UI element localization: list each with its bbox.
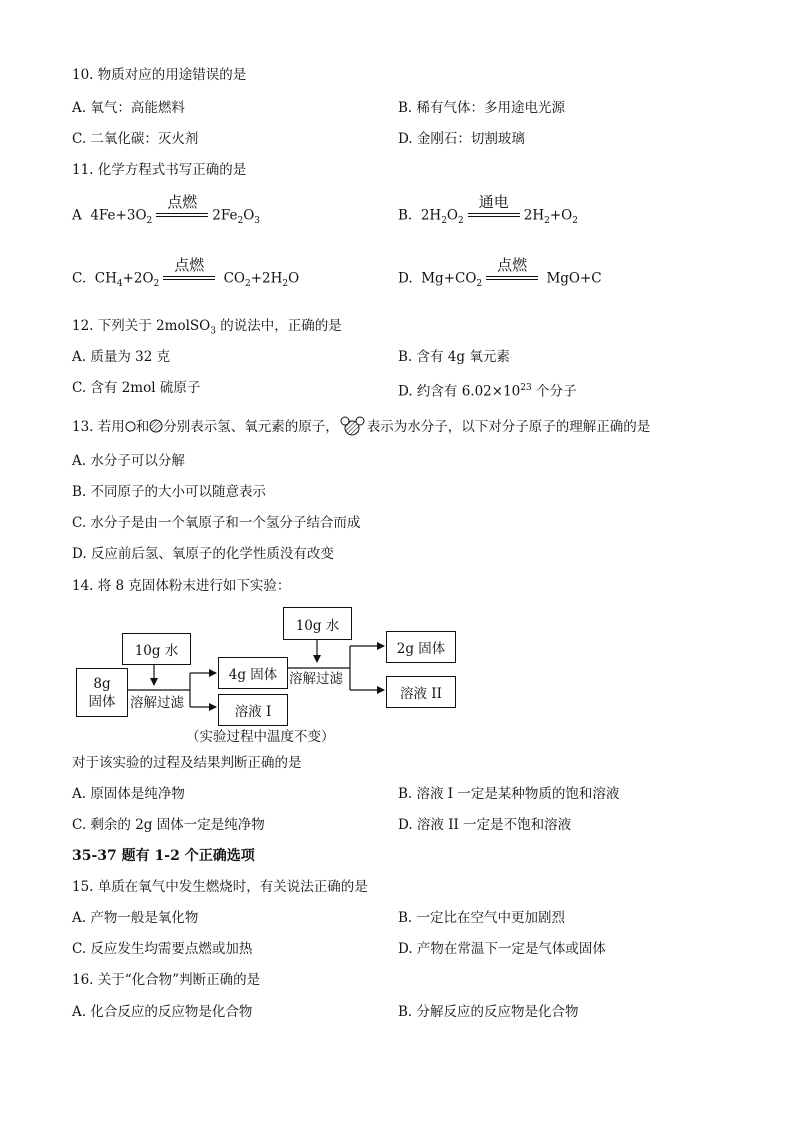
- q16-stem: 16. 关于“化合物”判断正确的是: [72, 972, 261, 988]
- q10-stem: 10. 物质对应的用途错误的是: [72, 67, 247, 83]
- q11-option-d: D. $Mg+CO_2$ 点燃 MgO+C: [398, 256, 602, 290]
- q12-option-d: D. 约含有 $6.02\times 10^{23}$ 个分子: [398, 383, 577, 400]
- solid-4g-box: 4g 固体: [218, 657, 288, 689]
- q14-stem: 14. 将 8 克固体粉末进行如下实验：: [72, 578, 291, 594]
- q16-option-a: A. 化合反应的反应物是化合物: [72, 1004, 253, 1020]
- q10-option-d: D. 金刚石：切割玻璃: [398, 131, 525, 147]
- q13-option-d: D. 反应前后氢、氧原子的化学性质没有改变: [72, 546, 334, 562]
- section-heading: 35-37 题有 1-2 个正确选项: [72, 848, 255, 864]
- q12-stem: 12. 下列关于 2molSO$_3$ 的说法中，正确的是: [72, 318, 342, 337]
- dissolve-filter-label-1: 溶解过滤: [130, 695, 184, 711]
- solution-2-box: 溶液 II: [386, 676, 456, 708]
- q14-option-d: D. 溶液 II 一定是不饱和溶液: [398, 817, 572, 833]
- q14-option-b: B. 溶液 I 一定是某种物质的饱和溶液: [398, 786, 620, 802]
- q11-option-a: A $4Fe+3O_2$ 点燃 $2Fe_2O_3$: [72, 193, 261, 227]
- q14-option-a: A. 原固体是纯净物: [72, 786, 185, 802]
- q12-option-a: A. 质量为 32 克: [72, 349, 171, 365]
- q13-stem: 13. 若用 和 分别表示氢、氧元素的原子， 表示为水分子，以下对分子原子的理解正确的是: [72, 416, 650, 436]
- q13-option-b: B. 不同原子的大小可以随意表示: [72, 484, 267, 500]
- q13-option-a: A. 水分子可以分解: [72, 453, 185, 469]
- q14-question: 对于该实验的过程及结果判断正确的是: [72, 755, 302, 771]
- temperature-note: （实验过程中温度不变）: [186, 729, 335, 745]
- q12-option-b: B. 含有 4g 氧元素: [398, 349, 510, 365]
- q15-option-d: D. 产物在常温下一定是气体或固体: [398, 941, 606, 957]
- solid-8g-box: 8g 固体: [76, 668, 128, 717]
- q11-stem: 11. 化学方程式书写正确的是: [72, 162, 247, 178]
- q10-option-a: A. 氧气：高能燃料: [72, 100, 185, 116]
- q15-stem: 15. 单质在氧气中发生燃烧时，有关说法正确的是: [72, 879, 368, 895]
- reaction-condition-arrow: 点燃: [484, 270, 540, 288]
- reaction-condition-arrow: 通电: [466, 207, 522, 225]
- water-box-2: 10g 水: [283, 607, 352, 640]
- water-box-1: 10g 水: [122, 633, 191, 665]
- q11-option-c: C. $CH_4+2O_2$ 点燃 $CO_2+2H_2O$: [72, 256, 300, 290]
- q14-option-c: C. 剩余的 2g 固体一定是纯净物: [72, 817, 265, 833]
- q15-option-a: A. 产物一般是氧化物: [72, 910, 199, 926]
- q16-option-b: B. 分解反应的反应物是化合物: [398, 1004, 579, 1020]
- reaction-condition-arrow: 点燃: [154, 207, 210, 225]
- q11-option-b: B. $2H_2O_2$ 通电 $2H_2+O_2$: [398, 193, 578, 227]
- q10-option-c: C. 二氧化碳：灭火剂: [72, 131, 199, 147]
- q12-option-c: C. 含有 2mol 硫原子: [72, 380, 201, 396]
- solid-2g-box: 2g 固体: [386, 631, 456, 663]
- q13-option-c: C. 水分子是由一个氧原子和一个氢分子结合而成: [72, 515, 361, 531]
- q15-option-b: B. 一定比在空气中更加剧烈: [398, 910, 566, 926]
- solution-1-box: 溶液 I: [218, 694, 288, 726]
- q15-option-c: C. 反应发生均需要点燃或加热: [72, 941, 253, 957]
- q10-option-b: B. 稀有气体：多用途电光源: [398, 100, 566, 116]
- reaction-condition-arrow: 点燃: [161, 270, 217, 288]
- dissolve-filter-label-2: 溶解过滤: [289, 671, 343, 687]
